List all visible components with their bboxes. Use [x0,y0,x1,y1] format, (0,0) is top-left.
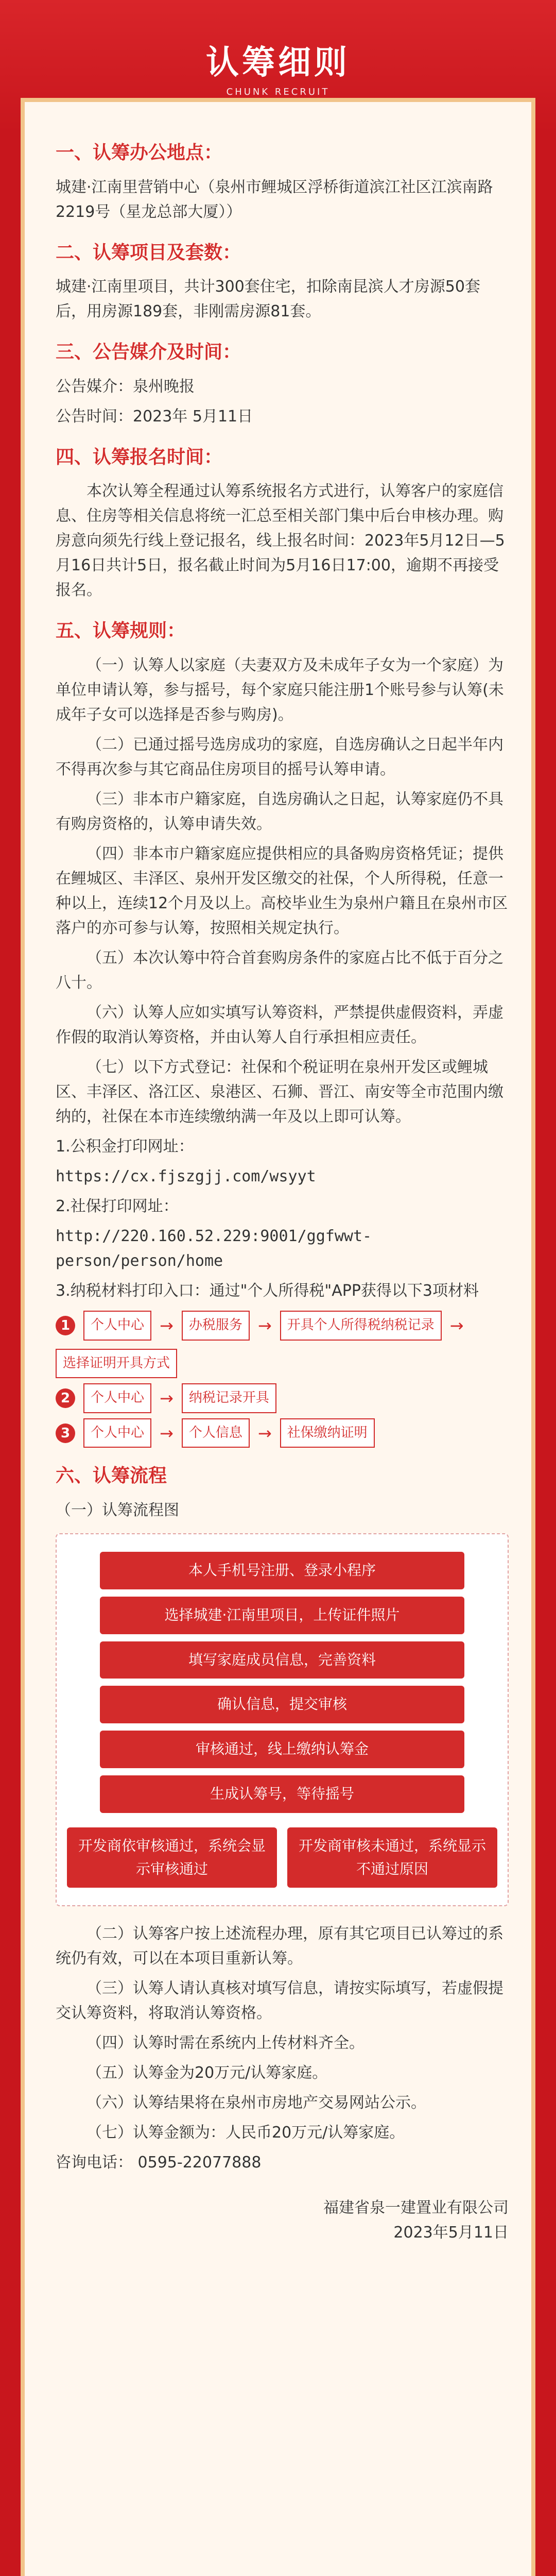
content-card [21,98,535,2576]
paragraph: 城建·江南里营销中心（泉州市鲤城区浮桥街道滨江社区江滨南路2219号（星龙总部大厦）） [56,178,493,221]
flow-node: 生成认筹号，等待摇号 [100,1775,465,1813]
flowchart [56,1533,509,1906]
step-box: 个人中心 [83,1418,151,1448]
step-row [56,1311,509,1378]
company-name: 福建省泉一建置业有限公司 [323,2199,509,2217]
paragraph: 城建·江南里项目，共计300套住宅，扣除南昆滨人才房源50套后，用房源189套，非刚需房源81套。 [56,278,480,321]
page-subtitle: CHUNK RECRUIT [226,87,330,97]
step-row [56,1383,509,1413]
arrow-icon: → [160,1423,173,1443]
section-title: 一、认筹办公地点： [56,142,223,163]
step-number: 2 [56,1388,75,1408]
section-time [56,443,509,603]
rule-item: （七）以下方式登记：社保和个税证明在泉州开发区或鲤城区、丰泽区、洛江区、泉港区、石狮、晋江、南安等全市范围内缴纳的，社保在本市连续缴纳满一年及以上即可认筹。 [56,1058,503,1126]
section-title: 五、认筹规则： [56,620,186,642]
link-intro: 1.公积金打印网址： [56,1137,194,1156]
flow-node: 填写家庭成员信息，完善资料 [100,1641,465,1679]
arrow-icon: → [160,1388,173,1408]
content [56,138,509,2245]
rule-item: （六）认筹人应如实填写认筹资料，严禁提供虚假资料，弄虚作假的取消认筹资格，并由认筹人自行承担相应责任。 [56,1003,503,1046]
section-title: 四、认筹报名时间： [56,446,223,468]
step-number: 3 [56,1423,75,1443]
contact-phone[interactable]: 0595-22077888 [137,2154,262,2172]
step-row [56,1418,509,1448]
section-rules [56,616,509,1448]
step-box: 个人中心 [83,1311,151,1341]
flow-branch-right: 开发商审核未通过，系统显示不通过原因 [287,1827,497,1888]
flow-branches [67,1820,497,1895]
gjj-link[interactable]: https://cx.fjszgjj.com/wsyyt [56,1167,316,1185]
section-title: 六、认筹流程 [56,1465,167,1487]
step-box: 个人中心 [83,1383,151,1413]
section-announce [56,337,509,429]
contact-label: 咨询电话： [56,2154,133,2172]
step-box: 社保缴纳证明 [280,1418,375,1448]
arrow-icon: → [257,1315,272,1335]
step-box: 开具个人所得税纳税记录 [280,1311,442,1341]
rule-item: （五）本次认筹中符合首套购房条件的家庭占比不低于百分之八十。 [56,948,503,992]
tax-link[interactable]: http://220.160.52.229:9001/ggfwwt-person/person/home [56,1227,372,1270]
flow-node: 选择城建·江南里项目，上传证件照片 [100,1597,465,1634]
note-item: （六）认筹结果将在泉州市房地产交易网站公示。 [86,2094,426,2112]
link-intro: 3.纳税材料打印入口：通过"个人所得税"APP获得以下3项材料 [56,1281,479,1300]
rule-item: （一）认筹人以家庭（夫妻双方及未成年子女为一个家庭）为单位申请认筹，参与摇号，每个家庭只能注册1个账号参与认筹(未成年子女可以选择是否参与购房)。 [56,656,504,724]
paragraph: 公告时间：2023年 5月11日 [56,407,253,426]
flow-node: 本人手机号注册、登录小程序 [100,1552,465,1589]
rule-item: （三）非本市户籍家庭，自选房确认之日起，认筹家庭仍不具有购房资格的，认筹申请失效。 [56,790,503,833]
section-office [56,138,509,225]
section-flow [56,1461,509,1906]
paragraph: 本次认筹全程通过认筹系统报名方式进行，认筹客户的家庭信息、住房等相关信息将统一汇总至相关部门集中后台申核办理。购房意向须先行线上登记报名，线上报名时间：2023年5月12日—5月16日共计5日，报名截止时间为5月16日17:00，逾期不再接受报名。 [56,482,505,600]
signature [56,2196,509,2245]
paragraph: 公告媒介：泉州晚报 [56,377,195,396]
page-title: 认筹细则 [206,44,350,82]
link-intro: 2.社保打印网址： [56,1197,179,1215]
contact-line [56,2150,509,2175]
arrow-icon: → [160,1315,173,1335]
sign-date: 2023年5月11日 [393,2224,509,2242]
section-notes [56,1922,509,2175]
step-box: 选择证明开具方式 [56,1349,177,1379]
note-item: （二）认筹客户按上述流程办理，原有其它项目已认筹过的系统仍有效，可以在本项目重新认筹。 [56,1925,503,1968]
section-project [56,238,509,325]
section-title: 三、公告媒介及时间： [56,342,241,363]
steps [56,1311,509,1448]
section-title: 二、认筹项目及套数： [56,242,241,263]
step-box: 纳税记录开具 [182,1383,276,1413]
rule-item: （四）非本市户籍家庭应提供相应的具备购房资格凭证；提供在鲤城区、丰泽区、泉州开发区缴交的社保，个人所得税，任意一种以上，连续12个月及以上。高校毕业生为泉州户籍且在泉州市区落户的亦可参与认筹，按照相关规定执行。 [56,844,508,937]
rule-item: （二）已通过摇号选房成功的家庭，自选房确认之日起半年内不得再次参与其它商品住房项目的摇号认筹申请。 [56,735,503,778]
note-item: （七）认筹金额为：人民币20万元/认筹家庭。 [86,2124,405,2142]
flow-node: 确认信息，提交审核 [100,1686,465,1723]
arrow-icon: → [449,1315,464,1335]
step-number: 1 [56,1316,75,1335]
flow-subtitle: （一）认筹流程图 [56,1501,179,1519]
note-item: （三）认筹人请认真核对填写信息，请按实际填写，若虚假提交认筹资料，将取消认筹资格。 [56,1979,503,2023]
note-item: （四）认筹时需在系统内上传材料齐全。 [86,2034,364,2053]
step-box: 个人信息 [182,1418,250,1448]
note-item: （五）认筹金为20万元/认筹家庭。 [86,2064,328,2082]
header [0,36,556,97]
arrow-icon: → [257,1423,272,1443]
flow-node: 审核通过，线上缴纳认筹金 [100,1731,465,1768]
flow-branch-left: 开发商依审核通过，系统会显示审核通过 [67,1827,277,1888]
step-box: 办税服务 [182,1311,250,1341]
